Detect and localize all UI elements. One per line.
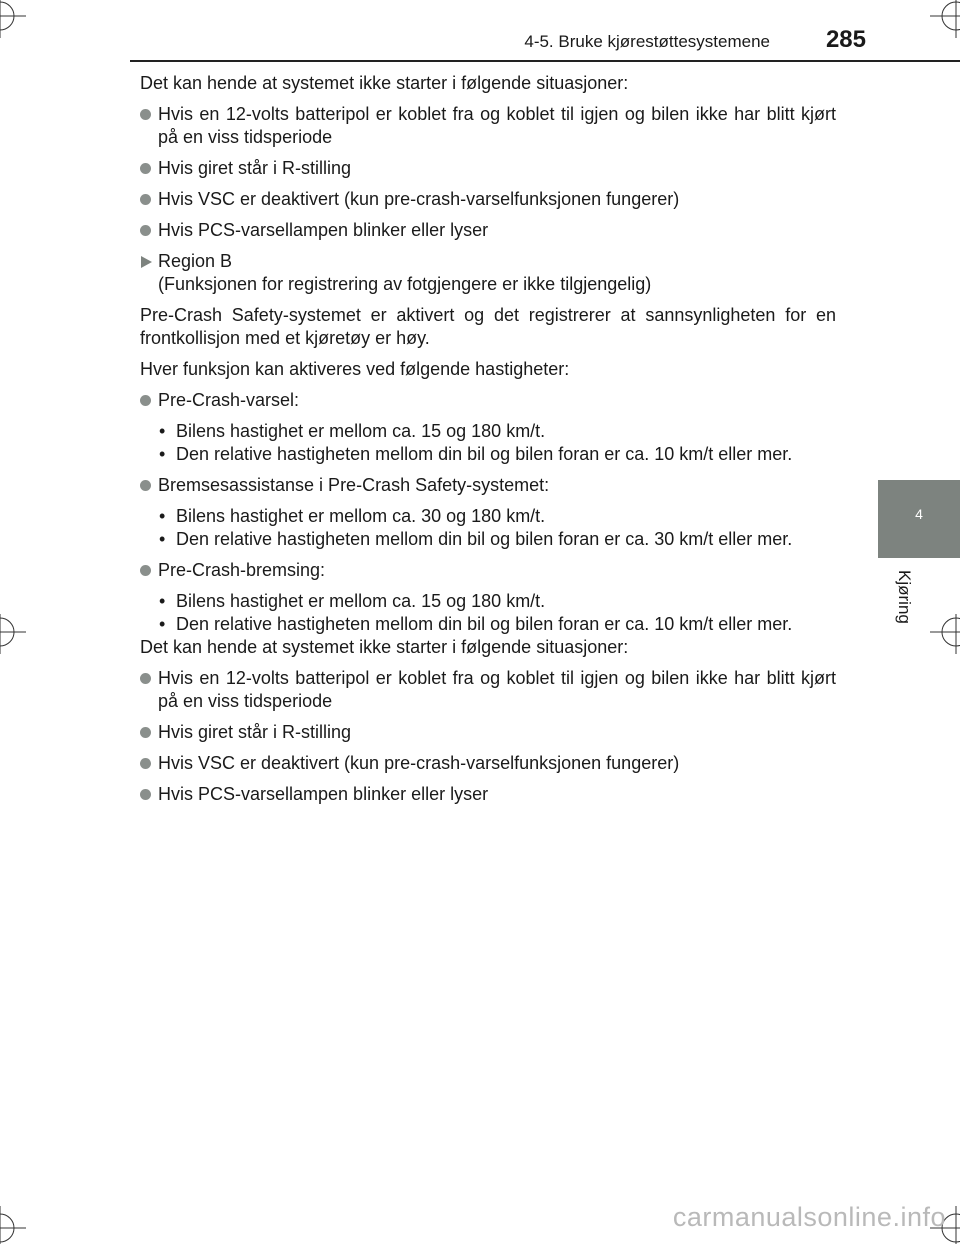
speed-conditions	[158, 590, 836, 636]
crop-mark-icon	[0, 1206, 30, 1244]
function-name: Pre-Crash-varsel:	[158, 390, 300, 410]
watermark: carmanualsonline.info	[672, 1202, 946, 1232]
list-item: Hvis VSC er deaktivert (kun pre-crash-varselfunksjonen fungerer)	[140, 188, 836, 211]
list-item: Hvis VSC er deaktivert (kun pre-crash-varselfunksjonen fungerer)	[140, 752, 836, 775]
list-item: Hvis PCS-varsellampen blinker eller lyser	[140, 783, 836, 806]
list-item: Hvis PCS-varsellampen blinker eller lyser	[140, 219, 836, 242]
list-item: Hvis en 12-volts batteripol er koblet fra og koblet til igjen og bilen ikke har blitt kjørt på en viss tidsperiode	[140, 667, 836, 713]
function-item	[140, 559, 836, 636]
chapter-tab	[878, 480, 960, 558]
function-item	[140, 474, 836, 551]
speed-conditions	[158, 420, 836, 466]
region-heading	[140, 250, 836, 296]
condition-item: • Bilens hastighet er mellom ca. 15 og 180 km/t.	[158, 590, 836, 613]
header-divider	[130, 60, 960, 62]
chapter-label: Kjøring	[895, 570, 914, 624]
crop-mark-icon	[930, 610, 960, 654]
crop-mark-icon	[0, 610, 30, 654]
region-title: Region B	[158, 251, 233, 271]
condition-item: • Den relative hastigheten mellom din bil og bilen foran er ca. 10 km/t eller mer.	[158, 613, 836, 636]
condition-item: • Bilens hastighet er mellom ca. 30 og 180 km/t.	[158, 505, 836, 528]
condition-item: • Den relative hastigheten mellom din bil og bilen foran er ca. 10 km/t eller mer.	[158, 443, 836, 466]
intro-text: Det kan hende at systemet ikke starter i følgende situasjoner:	[140, 637, 629, 657]
section-title: 4-5. Bruke kjørestøttesystemene	[524, 32, 770, 51]
intro-text: Det kan hende at systemet ikke starter i følgende situasjoner:	[140, 73, 629, 93]
list-item: Hvis giret står i R-stilling	[140, 721, 836, 744]
function-list	[140, 389, 836, 636]
function-name: Bremsesassistanse i Pre-Crash Safety-systemet:	[158, 475, 550, 495]
speed-conditions	[158, 505, 836, 551]
list-item: Hvis giret står i R-stilling	[140, 157, 836, 180]
situation-list	[140, 667, 836, 806]
region-note: (Funksjonen for registrering av fotgjengere er ikke tilgjengelig)	[158, 274, 652, 294]
page-number: 285	[825, 26, 866, 53]
list-item: Hvis en 12-volts batteripol er koblet fra og koblet til igjen og bilen ikke har blitt kjørt på en viss tidsperiode	[140, 103, 836, 149]
chapter-number: 4	[915, 506, 923, 522]
condition-item: • Den relative hastigheten mellom din bil og bilen foran er ca. 30 km/t eller mer.	[158, 528, 836, 551]
situation-list	[140, 103, 836, 242]
page-header	[0, 24, 960, 64]
function-item	[140, 389, 836, 466]
body-paragraph: Pre-Crash Safety-systemet er aktivert og det registrerer at sannsynligheten for en frontkollisjon med et kjøretøy er høy.	[140, 305, 836, 348]
page-body	[140, 72, 836, 814]
body-paragraph: Hver funksjon kan aktiveres ved følgende hastigheter:	[140, 359, 570, 379]
function-name: Pre-Crash-bremsing:	[158, 560, 326, 580]
condition-item: • Bilens hastighet er mellom ca. 15 og 180 km/t.	[158, 420, 836, 443]
